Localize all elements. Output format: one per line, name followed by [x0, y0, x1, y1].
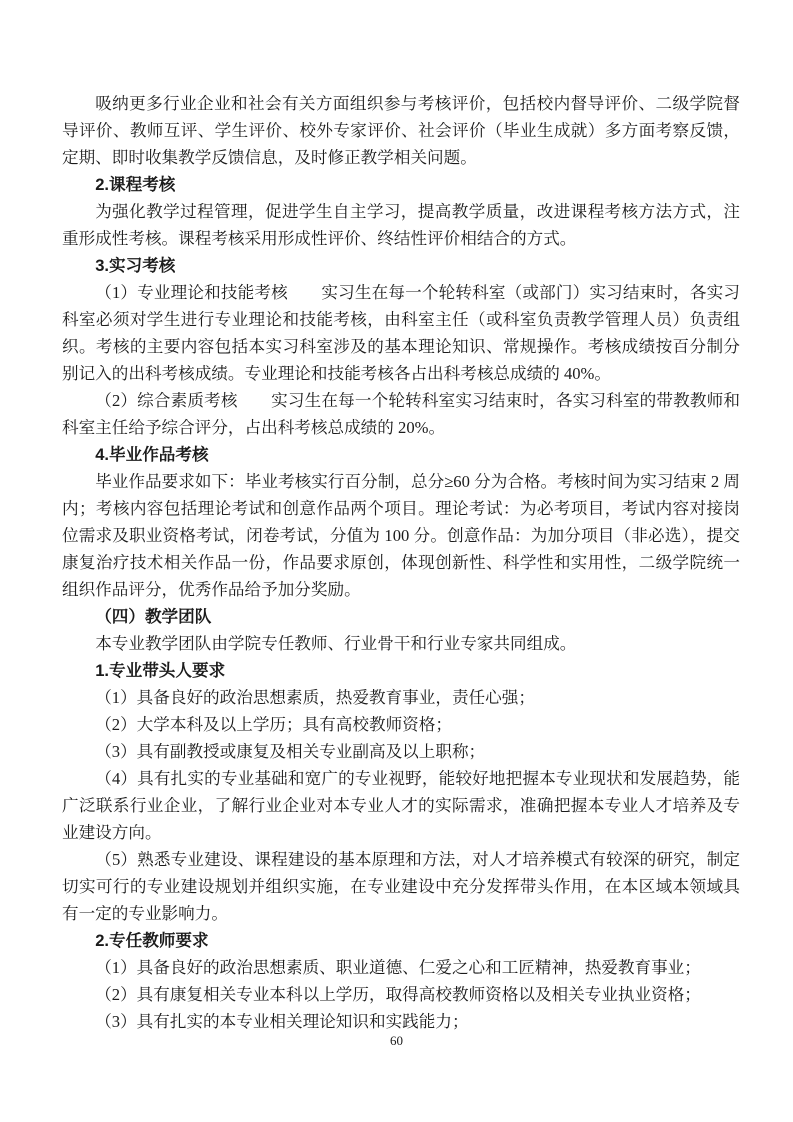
list-item-teacher-requirement-1: （1）具备良好的政治思想素质、职业道德、仁爱之心和工匠精神，热爱教育事业；: [95, 958, 701, 977]
heading-graduation-work-assessment: 4.毕业作品考核: [95, 445, 209, 464]
page-number: 60: [390, 1033, 403, 1048]
heading-fulltime-teacher-requirements: 2.专任教师要求: [95, 931, 209, 950]
list-item-teacher-requirement-2: （2）具有康复相关专业本科以上学历，取得高校教师资格以及相关专业执业资格；: [95, 985, 701, 1004]
list-item-leader-requirement-5: （5）熟悉专业建设、课程建设的基本原理和方法，对人才培养模式有较深的研究，制定切实可行的专业建设规划并组织实施，在专业建设中充分发挥带头作用，在本区域本领域具有一定的专业影响力。: [62, 850, 740, 923]
paragraph-graduation-work-requirements: 毕业作品要求如下：毕业考核实行百分制，总分≥60 分为合格。考核时间为实习结束 2 周内；考核内容包括理论考试和创意作品两个项目。理论考试：为必考项目，考试内容对接岗位需求及职业资格考试，闭卷考试，分值为 100 分。创意作品：为加分项目（非必选），提交康复治疗技术相关作品一份，作品要求原创，体现创新性、科学性和实用性，二级学院统一组织作品评分，优秀作品给予加分奖励。: [62, 472, 740, 599]
heading-internship-assessment: 3.实习考核: [95, 256, 176, 275]
list-item-leader-requirement-1: （1）具备良好的政治思想素质，热爱教育事业，责任心强；: [95, 688, 535, 707]
list-item-leader-requirement-3: （3）具有副教授或康复及相关专业副高及以上职称；: [95, 742, 486, 761]
paragraph-theory-skill-assessment: （1）专业理论和技能考核 实习生在每一个轮转科室（或部门）实习结束时，各实习科室必须对学生进行专业理论和技能考核，由科室主任（或科室负责教学管理人员）负责组织。考核的主要内容包括本实习科室涉及的基本理论知识、常规操作。考核成绩按百分制分别记入的出科考核成绩。专业理论和技能考核各占出科考核总成绩的 40%。: [62, 283, 740, 383]
paragraph-course-assessment: 为强化教学过程管理，促进学生自主学习，提高教学质量，改进课程考核方法方式，注重形成性考核。课程考核采用形成性评价、终结性评价相结合的方式。: [62, 202, 740, 248]
list-item-leader-requirement-2: （2）大学本科及以上学历；具有高校教师资格；: [95, 715, 452, 734]
paragraph-comprehensive-quality-assessment: （2）综合素质考核 实习生在每一个轮转科室实习结束时，各实习科室的带教教师和科室主任给予综合评分，占出科考核总成绩的 20%。: [62, 391, 740, 437]
list-item-leader-requirement-4: （4）具有扎实的专业基础和宽广的专业视野，能较好地把握本专业现状和发展趋势，能广泛联系行业企业，了解行业企业对本专业人才的实际需求，准确把握本专业人才培养及专业建设方向。: [62, 769, 740, 842]
list-item-teacher-requirement-3: （3）具有扎实的本专业相关理论知识和实践能力；: [95, 1012, 469, 1031]
heading-course-assessment: 2.课程考核: [95, 175, 176, 194]
heading-teaching-team: （四）教学团队: [95, 607, 212, 626]
paragraph-teaching-team-composition: 本专业教学团队由学院专任教师、行业骨干和行业专家共同组成。: [95, 634, 577, 653]
paragraph-evaluation-feedback: 吸纳更多行业企业和社会有关方面组织参与考核评价，包括校内督导评价、二级学院督导评价、教师互评、学生评价、校外专家评价、社会评价（毕业生成就）多方面考察反馈，定期、即时收集教学反馈信息，及时修正教学相关问题。: [62, 94, 740, 167]
heading-program-leader-requirements: 1.专业带头人要求: [95, 661, 226, 680]
document-body: [62, 90, 740, 1035]
